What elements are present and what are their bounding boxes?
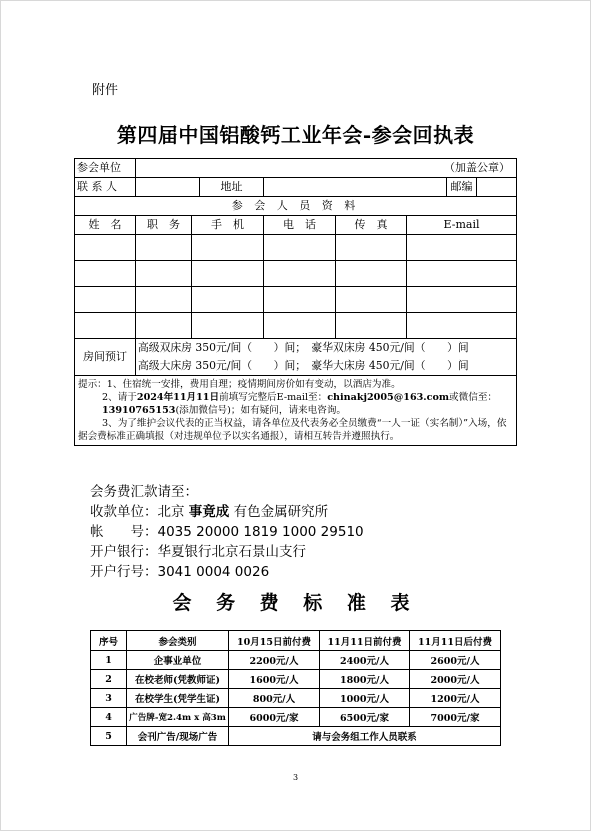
attendee-header: 参 会 人 员 资 料: [75, 197, 517, 216]
attendee-cell[interactable]: [407, 287, 517, 313]
attendee-row: [75, 313, 517, 339]
hint-text: 或微信至：: [449, 392, 498, 403]
account-value: 4035 20000 1819 1000 29510: [157, 524, 364, 540]
attendee-cell[interactable]: [264, 261, 336, 287]
fee-header: 序号: [91, 631, 127, 651]
attendee-row: [75, 235, 517, 261]
fee-cell: 1000元/人: [320, 689, 410, 708]
hint-phone: 13910765153: [102, 405, 176, 416]
col-mobile: 手 机: [192, 216, 264, 235]
fee-cell: 800元/人: [229, 689, 320, 708]
bank-no-label: 开户行号：: [90, 564, 158, 580]
fee-cell: 企事业单位: [127, 651, 229, 670]
bank-value: 华夏银行北京石景山支行: [157, 544, 306, 560]
fee-row: [91, 708, 501, 727]
fee-header: 11月11日后付费: [410, 631, 501, 651]
room-line: 高级大床房 350元/间（ ）间； 豪华大床房 450元/间（ ）间: [138, 359, 469, 372]
fee-cell: 在校学生(凭学生证): [127, 689, 229, 708]
payee-line: [90, 502, 364, 522]
attendee-cell[interactable]: [192, 261, 264, 287]
payee-name: 事竟成: [188, 504, 230, 520]
col-email: E-mail: [407, 216, 517, 235]
postcode-field[interactable]: [477, 178, 517, 197]
attendee-cell[interactable]: [407, 235, 517, 261]
fee-table-title: 会 务 费 标 准 表: [172, 592, 419, 614]
page-number: 3: [292, 773, 299, 782]
col-fax: 传 真: [336, 216, 407, 235]
attendee-cell[interactable]: [407, 261, 517, 287]
fee-cell: 1: [91, 651, 127, 670]
fee-cell: 2000元/人: [410, 670, 501, 689]
fee-header: 参会类别: [127, 631, 229, 651]
account-label: 帐 号：: [90, 524, 158, 540]
page-title: 第四届中国铝酸钙工业年会-参会回执表: [116, 123, 475, 147]
fee-cell: 3: [91, 689, 127, 708]
hint-text: 前填写完整后E-mail至：: [219, 392, 328, 403]
attendee-cell[interactable]: [407, 313, 517, 339]
hint-item: 提示：1、住宿统一安排，费用自理；疫情期间房价如有变动，以酒店为准。: [78, 379, 401, 390]
bank-no-value: 3041 0004 0026: [157, 564, 270, 580]
hint-item: [78, 391, 513, 417]
fee-header: 11月11日前付费: [320, 631, 410, 651]
fee-cell: 1200元/人: [410, 689, 501, 708]
address-label: 地址: [200, 178, 264, 197]
attendee-row: [75, 261, 517, 287]
postcode-label: 邮编: [447, 178, 477, 197]
contact-label: 联 系 人: [75, 178, 136, 197]
attendee-cell[interactable]: [264, 235, 336, 261]
account-line: [90, 522, 364, 542]
fee-header: 10月15日前付费: [229, 631, 320, 651]
fee-cell: 在校老师(凭教师证): [127, 670, 229, 689]
attendee-cell[interactable]: [75, 261, 136, 287]
payee-rest: 有色金属研究所: [233, 504, 329, 520]
fee-cell: 6500元/家: [320, 708, 410, 727]
fee-header-row: [91, 631, 501, 651]
room-options[interactable]: [136, 339, 517, 376]
col-position: 职 务: [136, 216, 192, 235]
fee-table: [90, 630, 501, 746]
fee-cell: 7000元/家: [410, 708, 501, 727]
registration-form: [74, 158, 517, 446]
attendee-cell[interactable]: [136, 261, 192, 287]
fee-row: [91, 651, 501, 670]
fee-cell: 会刊广告/现场广告: [127, 727, 229, 746]
attendee-cell[interactable]: [336, 235, 407, 261]
attendee-cell[interactable]: [136, 313, 192, 339]
hint-text: 2、请于: [102, 392, 137, 403]
attendee-cell[interactable]: [192, 235, 264, 261]
fee-row: [91, 727, 501, 746]
seal-note[interactable]: （加盖公章）: [136, 159, 517, 178]
hint-deadline: 2024年11月11日: [136, 392, 220, 403]
room-label: 房间预订: [75, 339, 136, 376]
attendee-cell[interactable]: [75, 235, 136, 261]
attendee-cell[interactable]: [336, 287, 407, 313]
fee-cell: 2: [91, 670, 127, 689]
room-line: 高级双床房 350元/间（ ）间； 豪华双床房 450元/间（ ）间: [138, 341, 469, 354]
fee-cell: 2600元/人: [410, 651, 501, 670]
attendee-cell[interactable]: [75, 287, 136, 313]
fee-cell: 6000元/家: [229, 708, 320, 727]
fee-row: [91, 689, 501, 708]
fee-row: [91, 670, 501, 689]
attendee-cell[interactable]: [136, 235, 192, 261]
attendee-cell[interactable]: [264, 287, 336, 313]
fee-cell: 5: [91, 727, 127, 746]
fee-cell: 2400元/人: [320, 651, 410, 670]
fee-cell: 2200元/人: [229, 651, 320, 670]
bank-no-line: [90, 562, 364, 582]
fee-cell: 4: [91, 708, 127, 727]
attendee-cell[interactable]: [75, 313, 136, 339]
hint-email[interactable]: chinakj2005@163.com: [327, 392, 450, 403]
attendee-cell[interactable]: [336, 261, 407, 287]
address-field[interactable]: [264, 178, 447, 197]
bank-label: 开户银行：: [90, 544, 158, 560]
payment-info: [90, 482, 364, 582]
col-phone: 电 话: [264, 216, 336, 235]
attendee-cell[interactable]: [136, 287, 192, 313]
fee-cell: 广告牌-宽2.4m x 高3m: [127, 708, 229, 727]
attendee-cell[interactable]: [264, 313, 336, 339]
bank-line: [90, 542, 364, 562]
payee-label: 收款单位：北京: [90, 504, 185, 520]
attendee-cell[interactable]: [192, 313, 264, 339]
attendee-cell[interactable]: [336, 313, 407, 339]
unit-label: 参会单位: [75, 159, 136, 178]
hint-item: 3、为了维护会议代表的正当权益，请各单位及代表务必全员缴费“一人一证（实名制）”入场，依据会费标准正确填报（对违规单位予以实名通报），请相互转告并遵照执行。: [78, 418, 507, 442]
attendee-row: [75, 287, 517, 313]
fee-cell: 请与会务组工作人员联系: [229, 727, 501, 746]
payment-heading: 会务费汇款请至：: [90, 484, 198, 500]
attachment-label: 附件: [92, 83, 119, 98]
col-name: 姓 名: [75, 216, 136, 235]
fee-cell: 1800元/人: [320, 670, 410, 689]
attendee-cell[interactable]: [192, 287, 264, 313]
hint-text: (添加微信号)；如有疑问，请来电咨询。: [175, 405, 347, 416]
hints: [75, 376, 517, 446]
fee-cell: 1600元/人: [229, 670, 320, 689]
contact-field[interactable]: [136, 178, 200, 197]
